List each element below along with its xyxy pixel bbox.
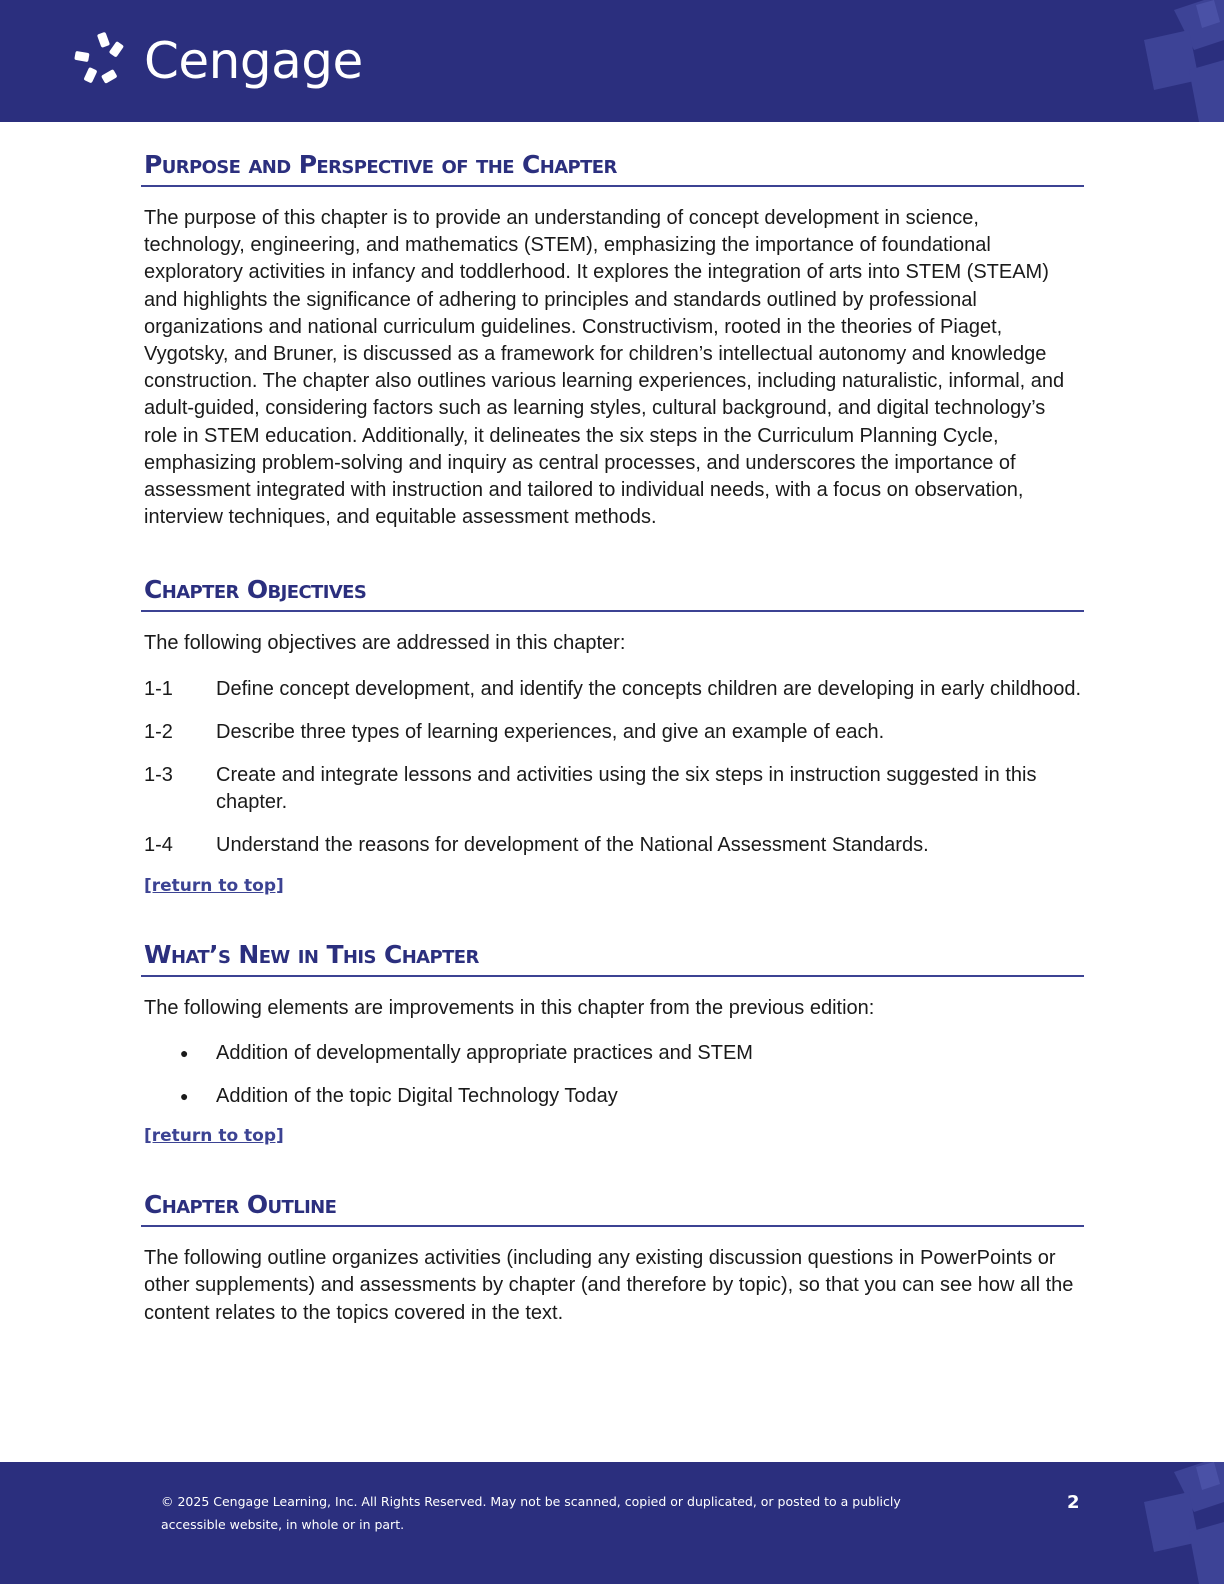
purpose-body: The purpose of this chapter is to provide an understanding of concept development in science, technology, engineering, and mathematics (STEM), emphasizing the importance of foundational exploratory activities in infancy and toddlerhood. It explores the integration of arts into STEM (STEAM) and highlights the significance of adhering to principles and standards outlined by professional organizations and national curriculum guidelines. Constructivism, rooted in the theories of Piaget, Vygotsky, and Bruner, is discussed as a framework for children’s intellectual autonomy and knowledge construction. The chapter also outlines various learning experiences, including naturalistic, informal, and adult-guided, considering factors such as learning styles, cultural background, and digital technology’s role in STEM education. Additionally, it delineates the six steps in the Curriculum Planning Cycle, emphasizing problem-solving and inquiry as central processes, and underscores the importance of assessment integrated with instruction and tailored to individual needs, with a focus on observation, interview techniques, and equitable assessment methods. <box>144 207 1065 529</box>
objective-text: Describe three types of learning experiences, and give an example of each. <box>216 720 885 743</box>
whats-new-heading: What’s New in This Chapter <box>141 940 1084 977</box>
whats-new-list <box>144 1040 1084 1110</box>
objective-text: Define concept development, and identify the concepts children are developing in early childhood. <box>216 677 1081 700</box>
cengage-logo-icon <box>72 30 134 92</box>
whats-new-intro: The following elements are improvements in this chapter from the previous edition: <box>144 996 875 1019</box>
list-item-text: Addition of developmentally appropriate practices and STEM <box>216 1041 753 1064</box>
corner-pattern-icon <box>1134 0 1224 122</box>
list-item-text: Addition of the topic Digital Technology Today <box>216 1085 618 1108</box>
corner-pattern-icon <box>1134 1462 1224 1584</box>
page-header <box>0 0 1224 122</box>
return-to-top-link[interactable]: [return to top] <box>144 875 284 896</box>
objective-text: Create and integrate lessons and activities using the six steps in instruction suggested in this chapter. <box>216 764 1037 814</box>
copyright-notice: © 2025 Cengage Learning, Inc. All Rights Reserved. May not be scanned, copied or duplicated, or posted to a publicly accessible website, in whole or in part. <box>161 1494 901 1532</box>
page-footer <box>0 1462 1224 1584</box>
objective-item <box>144 719 1084 746</box>
objective-number: 1-2 <box>144 720 173 743</box>
bullet-icon: ● <box>180 1044 189 1061</box>
purpose-heading: Purpose and Perspective of the Chapter <box>141 150 1084 187</box>
objective-item <box>144 762 1084 816</box>
main-content <box>144 150 1084 1327</box>
objectives-intro: The following objectives are addressed in this chapter: <box>144 632 626 655</box>
outline-heading: Chapter Outline <box>141 1190 1084 1227</box>
objective-item <box>144 676 1084 703</box>
list-item <box>144 1040 1084 1067</box>
objective-number: 1-1 <box>144 677 173 700</box>
objective-text: Understand the reasons for development of the National Assessment Standards. <box>216 834 929 857</box>
page-number: 2 <box>1067 1492 1080 1513</box>
objective-number: 1-4 <box>144 834 173 857</box>
outline-body: The following outline organizes activities (including any existing discussion questions in PowerPoints or other supplements) and assessments by chapter (and therefore by topic), so that you can see how all the content relates to the topics covered in the text. <box>144 1247 1074 1324</box>
objectives-heading: Chapter Objectives <box>141 575 1084 612</box>
bullet-icon: ● <box>180 1088 189 1105</box>
objective-item <box>144 832 1084 859</box>
return-to-top-link[interactable]: [return to top] <box>144 1126 284 1147</box>
brand-name: Cengage <box>144 32 363 90</box>
cengage-logo <box>72 30 363 92</box>
list-item <box>144 1083 1084 1110</box>
objective-number: 1-3 <box>144 764 173 787</box>
objectives-list <box>144 676 1084 860</box>
